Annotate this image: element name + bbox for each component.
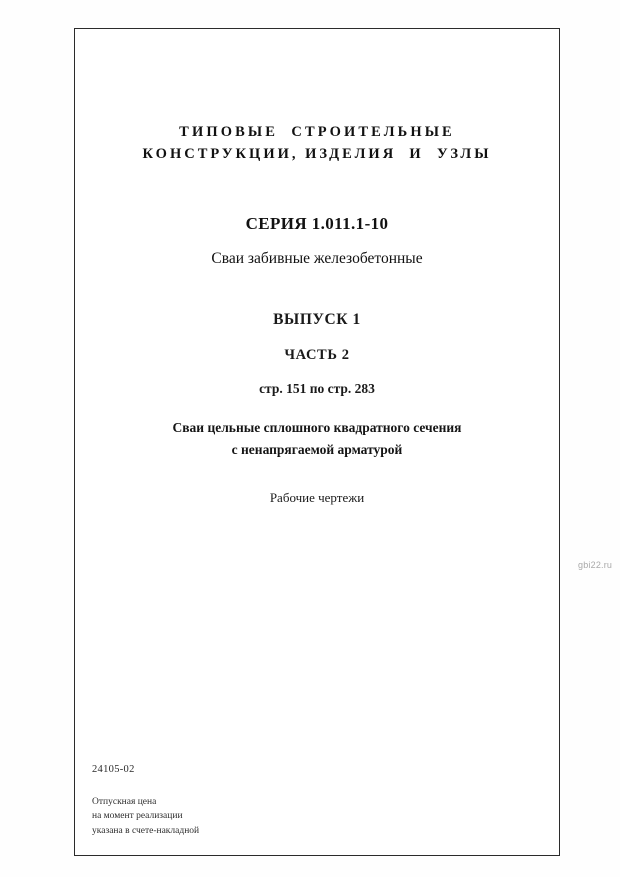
watermark: gbi22.ru <box>578 560 613 570</box>
drawings-label-text: Рабочие чертежи <box>269 490 365 505</box>
document-sheet-frame <box>74 28 560 856</box>
series-title: СЕРИЯ 1.011.1-10 <box>245 214 389 233</box>
page-range: стр. 151 по стр. 283 <box>259 381 375 396</box>
price-note-line-2: на момент реализации <box>92 811 183 822</box>
price-note-line-1: Отпускная цена <box>92 797 157 807</box>
series-subtitle: Сваи забивные железобетонные <box>211 250 423 267</box>
price-note <box>92 795 199 838</box>
issue-section <box>75 311 559 397</box>
document-content <box>75 29 559 855</box>
price-note-line-3: указана в счете-накладной <box>92 825 200 836</box>
description-line-1: Сваи цельные сплошного квадратного сечения <box>172 420 462 435</box>
document-header <box>75 121 559 166</box>
document-code: 24105-02 <box>92 764 135 775</box>
header-line-1: ТИПОВЫЕ СТРОИТЕЛЬНЫЕ <box>179 124 455 140</box>
drawings-label <box>75 490 559 506</box>
part-number: ЧАСТЬ 2 <box>284 347 350 363</box>
description-section <box>75 417 559 460</box>
description-line-2: с ненапрягаемой арматурой <box>231 441 403 457</box>
issue-number: ВЫПУСК 1 <box>273 311 361 328</box>
series-section <box>75 214 559 268</box>
header-line-2: КОНСТРУКЦИИ, ИЗДЕЛИЯ И УЗЛЫ <box>142 146 492 163</box>
